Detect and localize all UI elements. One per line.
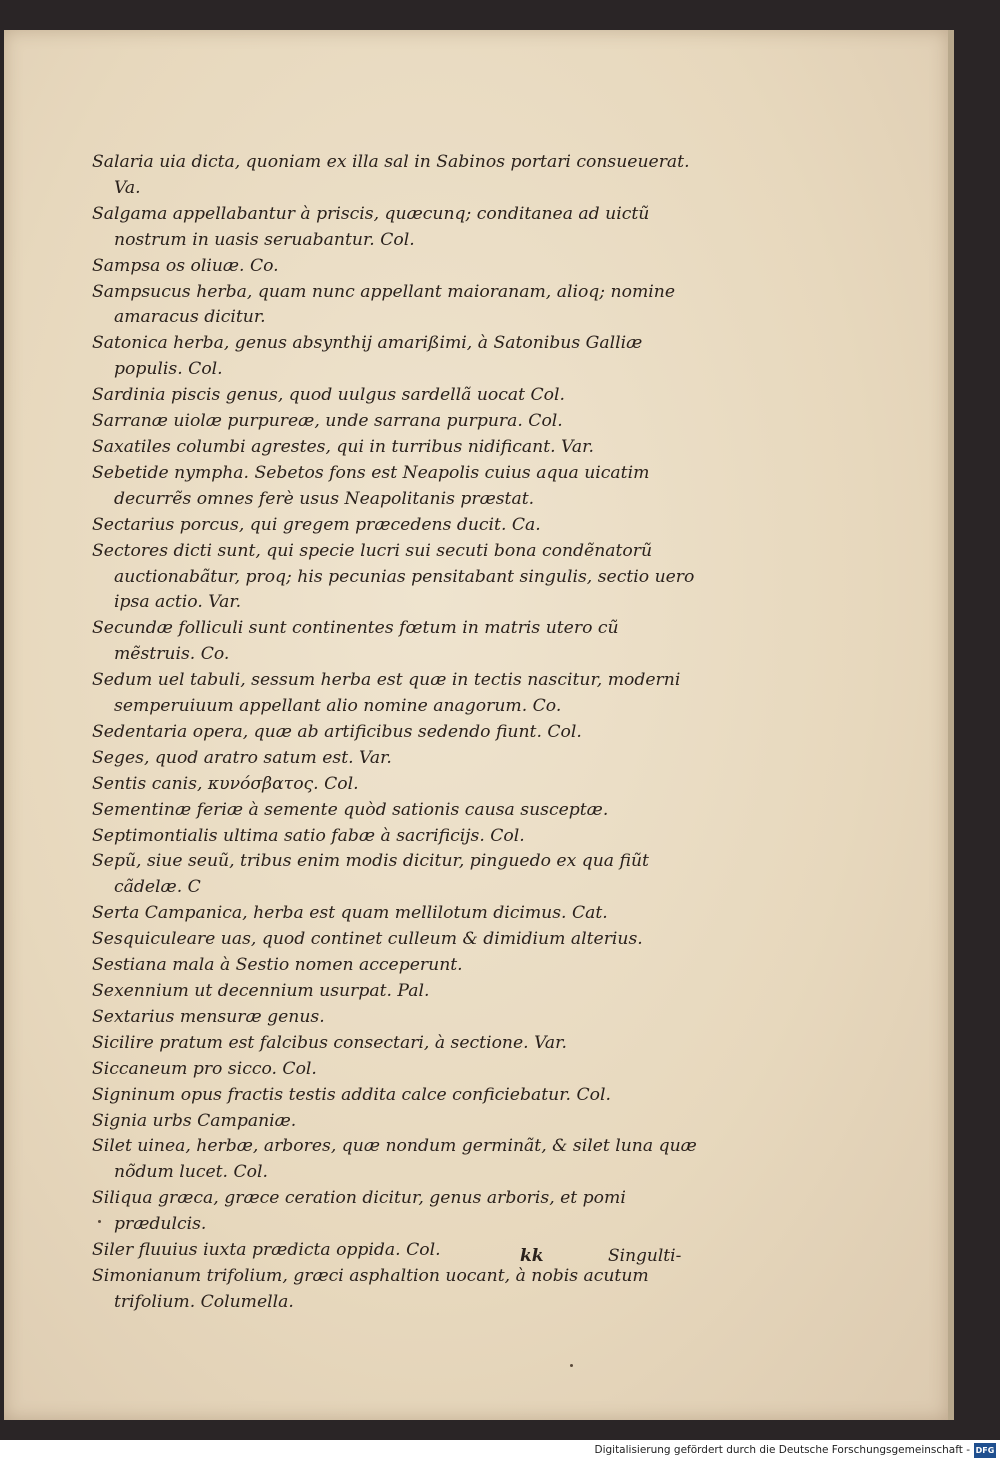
glossary-entry: Siler fluuius iuxta prædicta oppida. Col. (92, 1240, 441, 1261)
glossary-entry: Sarranæ uiolæ purpureæ, unde sarrana purpura. Col. (92, 411, 563, 432)
digitization-credit-bar (0, 1440, 1000, 1463)
glossary-entry: Sedum uel tabuli, sessum herba est quæ in tectis nascitur, moderni semperuiuum appellant alio nomine anagorum. Co. (92, 670, 686, 717)
glossary-entry: Sectores dicti sunt, qui specie lucri sui secuti bona condẽnatorũ auctionabãtur, proq; his pecunias pensitabant singulis, sectio uero ipsa actio. Var. (92, 540, 700, 613)
glossary-entry: Saxatiles columbi agrestes, qui in turribus nidificant. Var. (92, 436, 594, 457)
glossary-entry: Sedentaria opera, quæ ab artificibus sedendo fiunt. Col. (92, 721, 582, 742)
glossary-entry: Signia urbs Campaniæ. (92, 1110, 297, 1131)
glossary-entry: Silet uinea, herbæ, arbores, quæ nondum germinãt, & silet luna quæ nõdum lucet. Col. (92, 1136, 703, 1183)
glossary-entry: Satonica herba, genus absynthij amarißimi, à Satonibus Galliæ populis. Col. (92, 333, 648, 380)
glossary-entry: Sampsa os oliuæ. Co. (92, 255, 279, 276)
glossary-entry: Secundæ folliculi sunt continentes fœtum in matris utero cũ mẽstruis. Co. (92, 618, 625, 665)
glossary-entry: Sardinia piscis genus, quod uulgus sardellã uocat Col. (92, 385, 565, 406)
glossary-entry: Sextarius mensuræ genus. (92, 1006, 325, 1027)
glossary-entry: Sebetide nympha. Sebetos fons est Neapolis cuius aqua uicatim decurrẽs omnes ferè usus Neapolitanis præstat. (92, 462, 655, 509)
glossary-entry: Signinum opus fractis testis addita calce conficiebatur. Col. (92, 1084, 611, 1105)
glossary-entry: Sectarius porcus, qui gregem præcedens ducit. Ca. (92, 514, 541, 535)
glossary-entry: Sesquiculeare uas, quod continet culleum & dimidium alterius. (92, 929, 643, 950)
glossary-entry: Sexennium ut decennium usurpat. Pal. (92, 981, 430, 1001)
glossary-entry: Sentis canis, κυνόσβατος. Col. (92, 773, 359, 794)
glossary-entry: Siliqua græca, græce ceration dicitur, genus arboris, et pomi prædulcis. (92, 1188, 632, 1235)
glossary-entry: Sicilire pratum est falcibus consectari, à sectione. Var. (92, 1032, 567, 1053)
dfg-credit-text: Digitalisierung gefördert durch die Deutsche Forschungsgemeinschaft - (594, 1444, 970, 1456)
glossary-entry: Salaria uia dicta, quoniam ex illa sal in Sabinos portari consueuerat. Va. (92, 152, 696, 198)
catchword: Singulti- (608, 1246, 682, 1266)
glossary-entry: Simonianum trifolium, græci asphaltion uocant, à nobis acutum trifolium. Columella. (92, 1265, 655, 1312)
glossary-entry: Septimontialis ultima satio fabæ à sacrificijs. Col. (92, 825, 525, 846)
glossary-entry: Seges, quod aratro satum est. Var. (92, 747, 392, 768)
page-speck (570, 1364, 573, 1367)
glossary-entry: Sementinæ feriæ à semente quòd sationis causa susceptæ. (92, 799, 609, 820)
glossary-entries (92, 150, 702, 1316)
page-edge (948, 30, 954, 1420)
glossary-entry: Salgama appellabantur à priscis, quæcunq; conditanea ad uictũ nostrum in uasis seruabantur. Col. (92, 203, 655, 250)
glossary-entry: Serta Campanica, herba est quam mellilotum dicimus. Cat. (92, 903, 608, 924)
glossary-entry: Sampsucus herba, quam nunc appellant maioranam, alioq; nomine amaracus dicitur. (92, 281, 681, 328)
signature-mark: kk (520, 1246, 544, 1266)
glossary-entry: Sestiana mala à Sestio nomen acceperunt. (92, 955, 463, 976)
dfg-logo: DFG (974, 1443, 996, 1458)
glossary-entry: Sepũ, siue seuũ, tribus enim modis dicitur, pinguedo ex qua fiũt cãdelæ. C (92, 851, 655, 898)
glossary-entry: Siccaneum pro sicco. Col. (92, 1058, 317, 1079)
